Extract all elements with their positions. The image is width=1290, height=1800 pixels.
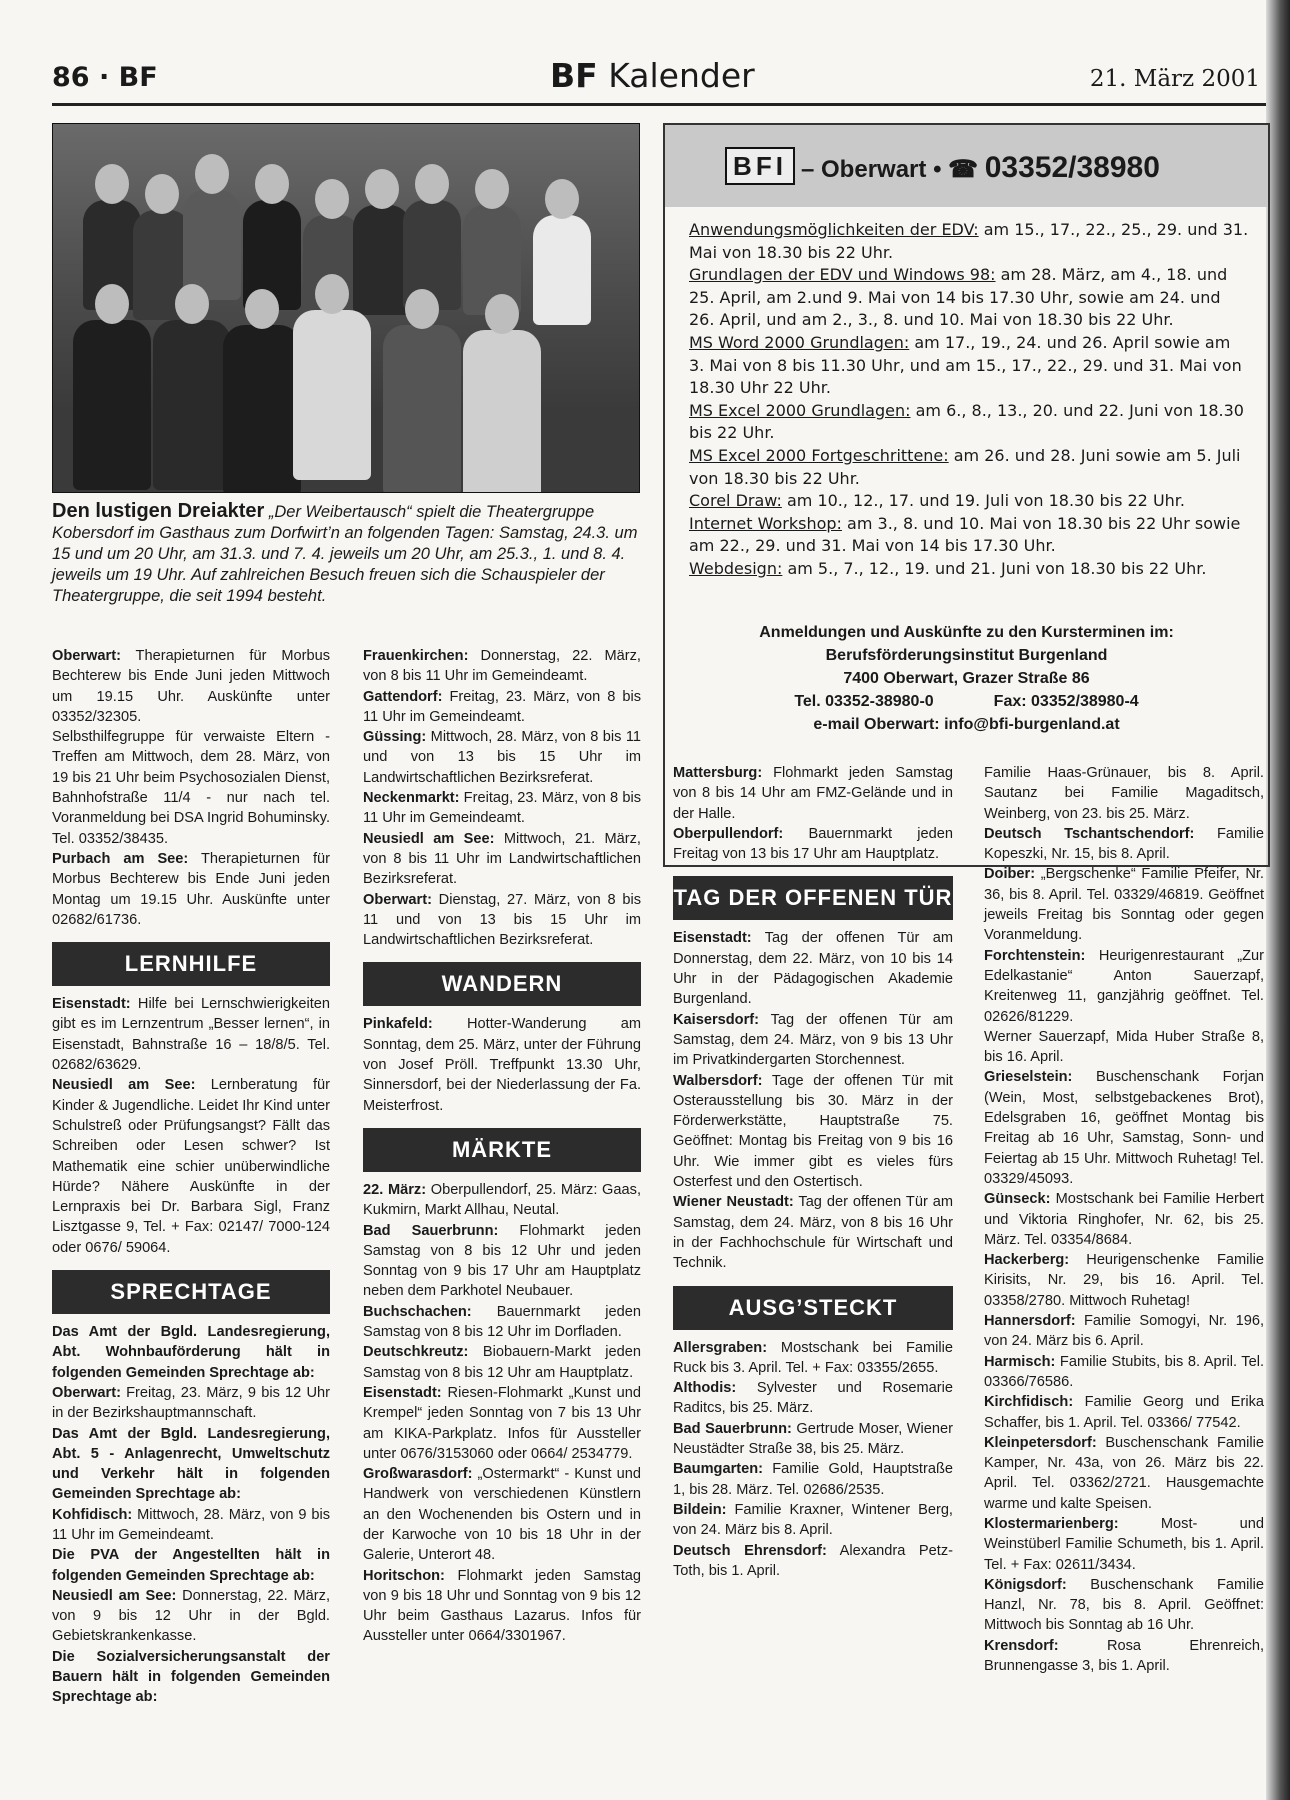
listing-text: Donnerstag, 22. März, von 9 bis 12 Uhr in der Bgld. Gebietskrankenkasse. — [52, 1587, 330, 1645]
listing-text: Buschenschank Familie Hanzl, Nr. 78, bis 8. April. Geöffnet: Mittwoch bis Sonntag ab 16 Uhr. — [984, 1576, 1264, 1634]
listing-place: Buchschachen: — [363, 1303, 472, 1320]
column-2 — [363, 646, 641, 1647]
listing-text: Tage der offenen Tür mit Osterausstellung bis 30. März in der Förderwerkstätte, Hauptstraße 75. Geöffnet: Montag bis Freitag von 9 bis 16 Uhr. Wie immer gibt es vieles fürs Osterfest und den Ostertisch. — [673, 1072, 953, 1191]
listing-item — [673, 1378, 953, 1419]
listing-item — [673, 1192, 953, 1273]
listing-item — [363, 687, 641, 728]
header-rule — [52, 103, 1267, 106]
listing-place: Bad Sauerbrunn: — [363, 1222, 499, 1239]
bfi-fax: Fax: 03352/38980-4 — [993, 693, 1139, 710]
photo-caption — [52, 501, 638, 607]
listing-text: Flohmarkt jeden Samstag von 8 bis 12 Uhr und jeden Sonntag von 9 bis 17 Uhr am Hauptplatz neben dem Parkhotel Neubauer. — [363, 1222, 641, 1300]
course-dates: am 10., 12., 17. und 19. Juli von 18.30 bis 22 Uhr. — [781, 491, 1185, 511]
caption-lead: Den lustigen Dreiakter — [52, 500, 265, 522]
column-1 — [52, 646, 330, 1708]
bfi-email: e-mail Oberwart: info@bfi-burgenland.at — [813, 716, 1120, 733]
listing-text: Freitag, 23. März, von 8 bis 11 Uhr im Gemeindeamt. — [363, 790, 641, 827]
person-head — [485, 294, 519, 334]
listing-place: Eisenstadt: — [363, 1384, 442, 1401]
listing-place: Gattendorf: — [363, 688, 443, 705]
course-title: MS Word 2000 Grundlagen: — [689, 332, 910, 352]
bfi-course-box — [663, 123, 1270, 867]
listing-place: Klostermarienberg: — [984, 1515, 1119, 1532]
person-head — [145, 174, 179, 214]
listing-item — [984, 946, 1264, 1027]
listing-item — [363, 1302, 641, 1343]
listing-text: Heurigenrestaurant „Zur Edelkastanie“ Anton Sauerzapf, Kreitenweg 11, ganzjährig geöffnet. Tel. 02626/81229. — [984, 947, 1264, 1025]
group-photo — [52, 123, 640, 493]
listing-item — [673, 824, 953, 865]
listing-item — [984, 864, 1264, 945]
course-dates: am 17., 19., 24. und 26. April sowie am 3. Mai von 8 bis 11.30 Uhr, und am 15., 17., 22., 29. und 31. Mai von 18.30 Uhr 22 Uhr. — [689, 332, 1242, 398]
listing-text: Gertrude Moser, Wiener Neustädter Straße 38, bis 25. März. — [673, 1420, 953, 1458]
person-body — [223, 325, 301, 493]
listing-place: Hannersdorf: — [984, 1313, 1076, 1330]
person-head — [95, 284, 129, 324]
listing-text: Bauernmarkt jeden Freitag von 13 bis 17 Uhr am Hauptplatz. — [673, 825, 953, 863]
listing-item — [673, 1459, 953, 1500]
person-body — [73, 320, 151, 490]
person-body — [463, 330, 541, 493]
listing-item — [984, 763, 1264, 824]
listing-item — [363, 1014, 641, 1115]
person-head — [545, 179, 579, 219]
course-dates: am 28. März, am 4., 18. und 25. April, am 2.und 9. Mai von 14 bis 17.30 Uhr, sowie am 24. und 26. April, und am 2., 3., 8. und 10. Mai von 18.30 bis 22 Uhr. — [689, 265, 1228, 330]
listing-place: Hackerberg: — [984, 1252, 1070, 1269]
listing-text: Riesen-Flohmarkt „Kunst und Krempel“ jeden Sonntag von 7 bis 13 Uhr am KIKA-Parkplatz. Infos für Aussteller unter 0676/3153060 oder 0664/ 2534779. — [363, 1384, 641, 1462]
listing-place: Oberwart: — [363, 891, 432, 908]
listing-place: Horitschon: — [363, 1567, 445, 1584]
listing-place: Neusiedl am See: — [363, 830, 495, 847]
person-body — [153, 320, 231, 490]
listing-text: Dienstag, 27. März, von 8 bis 11 und von 13 bis 15 Uhr im Landwirtschaftlichen Bezirksreferat. — [363, 891, 641, 949]
listing-place: Neusiedl am See: — [52, 1587, 177, 1604]
listing-text: Flohmarkt jeden Samstag von 9 bis 18 Uhr und Sonntag von 9 bis 12 Uhr beim Gasthaus Lazarus. Infos für Aussteller unter 0664/3301967. — [363, 1567, 641, 1645]
listing-item — [673, 1419, 953, 1460]
listing-text: Buschenschank Forjan (Wein, Most, selbstgebackenes Brot), Edelsgraben 16, geöffnet Montag bis Freitag ab 16 Uhr, Samstag, Sonn- und Feiertag ab 15 Uhr. Mittwoch Ruhetag! Tel. 03329/45093. — [984, 1069, 1264, 1187]
listing-place: Doiber: — [984, 866, 1036, 883]
listing-item — [363, 1566, 641, 1647]
listing-text: Freitag, 23. März, von 8 bis 11 Uhr im Gemeindeamt. — [363, 688, 641, 725]
listing-place: Pinkafeld: — [363, 1016, 433, 1033]
listing-place: Forchtenstein: — [984, 947, 1086, 964]
listing-place: Bad Sauerbrunn: — [673, 1420, 792, 1437]
listing-item — [984, 1392, 1264, 1433]
section-title: Kalender — [608, 56, 755, 95]
listing-place: Oberwart: — [52, 1384, 121, 1401]
listing-text: „Bergschenke“ Familie Pfeifer, Nr. 36, bis 8. April. Tel. 03329/46819. Geöffnet jeweils Freitag bis Sonntag oder gegen Voranmeldung. — [984, 866, 1264, 944]
listing-item — [52, 646, 330, 727]
bfi-bullet: • — [933, 156, 942, 183]
listing-item — [673, 1010, 953, 1071]
listing-item — [363, 890, 641, 951]
listing-item — [984, 1514, 1264, 1575]
listing-item — [984, 1189, 1264, 1250]
course-title: MS Excel 2000 Fortgeschrittene: — [689, 445, 949, 465]
listing-place: Eisenstadt: — [673, 930, 752, 947]
listing-place: Kirchfidisch: — [984, 1394, 1074, 1411]
bfi-header — [665, 125, 1268, 207]
course-item — [689, 219, 1249, 264]
course-dates: am 6., 8., 13., 20. und 22. Juni von 18.30 bis 22 Uhr. — [689, 400, 1244, 443]
listing-text: Oberpullendorf, 25. März: Gaas, Kukmirn, Markt Allhau, Neutal. — [363, 1181, 641, 1219]
listing-item — [363, 646, 641, 687]
listing-text: Most- und Weinstüberl Familie Schumeth, bis 1. April. Tel. + Fax: 02611/3434. — [984, 1515, 1264, 1573]
course-title: Anwendungsmöglichkeiten der EDV: — [689, 220, 979, 239]
section-banner: LERNHILFE — [52, 942, 330, 986]
listing-place: Königsdorf: — [984, 1576, 1067, 1593]
bfi-place: – Oberwart — [801, 156, 927, 183]
listing-item — [52, 1586, 330, 1647]
listing-item — [673, 1541, 953, 1582]
course-dates: am 26. und 28. Juni sowie am 5. Juli von 18.30 bis 22 Uhr. — [689, 445, 1241, 488]
listing-text: Bauernmarkt jeden Samstag von 8 bis 12 Uhr im Dorfladen. — [363, 1303, 641, 1341]
listing-place: Die PVA der Angestellten hält in folgenden Gemeinden Sprechtage ab: — [52, 1547, 330, 1584]
listing-text: Alexandra Petz-Toth, bis 1. April. — [673, 1542, 953, 1579]
listing-text: Tag der offenen Tür am Samstag, dem 24. März, von 9 bis 13 Uhr im Privatkindergarten Storchennest. — [673, 1011, 953, 1069]
listing-item — [52, 1545, 330, 1586]
person-body — [293, 310, 371, 480]
section-banner: WANDERN — [363, 962, 641, 1006]
listing-item — [52, 1322, 330, 1383]
publication-title — [550, 56, 755, 95]
listing-place: Das Amt der Bgld. Landesregierung, Abt. 5 - Anlagenrecht, Umweltschutz und Verkehr hält in folgenden Gemeinden Sprechtage ab: — [52, 1425, 330, 1503]
listing-text: Buschenschank Familie Kamper, Nr. 43a, von 26. März bis 22. April. Tel. 03362/2721. Hausgemachte warme und kalte Speisen. — [984, 1434, 1264, 1512]
listing-text: Werner Sauerzapf, Mida Huber Straße 8, bis 16. April. — [984, 1028, 1264, 1066]
listing-place: Neckenmarkt: — [363, 790, 460, 807]
course-item — [689, 490, 1249, 513]
section-banner: MÄRKTE — [363, 1128, 641, 1172]
listing-text: Biobauern-Markt jeden Samstag von 8 bis 12 Uhr am Hauptplatz. — [363, 1344, 641, 1381]
person-head — [475, 169, 509, 209]
listing-item — [984, 824, 1264, 865]
listing-text: Hotter-Wanderung am Sonntag, dem 25. März, unter der Führung von Josef Pröll. Treffpunkt 13.30 Uhr, Sinnersdorf, bei der Niederlassung der Fa. Meisterfrost. — [363, 1016, 641, 1114]
column-4 — [984, 763, 1264, 1676]
person-head — [255, 164, 289, 204]
listing-item — [984, 1575, 1264, 1636]
person-head — [95, 164, 129, 204]
listing-text: Rosa Ehrenreich, Brunnengasse 3, bis 1. April. — [984, 1637, 1264, 1675]
person-head — [175, 284, 209, 324]
listing-item — [363, 1221, 641, 1302]
bfi-logo: BFI — [725, 147, 795, 185]
listing-text: Hilfe bei Lernschwierigkeiten gibt es im Lernzentrum „Besser lernen“, in Eisenstadt, Bahnstraße 16 – 18/8/5. Tel. 02682/63629. — [52, 996, 330, 1074]
person-body — [533, 215, 591, 325]
listing-place: Althodis: — [673, 1380, 737, 1397]
listing-item — [673, 1338, 953, 1379]
listing-place: Oberpullendorf: — [673, 825, 784, 842]
listing-place: Walbersdorf: — [673, 1072, 763, 1089]
listing-item — [52, 1505, 330, 1546]
listing-text: „Ostermarkt“ - Kunst und Handwerk von verschiedenen Künstlern an den Wochenenden bis Ostern und in der Karwoche von 10 bis 18 Uhr in der Galerie, Unterort 48. — [363, 1466, 641, 1564]
listing-text: Tag der offenen Tür am Donnerstag, dem 22. März, von 10 bis 14 Uhr in der Pädagogischen Akademie Burgenland. — [673, 930, 953, 1008]
listing-text: Freitag, 23. März, 9 bis 12 Uhr in der Bezirkshauptmannschaft. — [52, 1384, 330, 1422]
listing-text: Familie Stubits, bis 8. April. Tel. 03366/76586. — [984, 1353, 1264, 1390]
person-body — [383, 325, 461, 493]
course-title: Grundlagen der EDV und Windows 98: — [689, 265, 996, 285]
listing-text: Familie Georg und Erika Schaffer, bis 1. April. Tel. 03366/ 77542. — [984, 1394, 1264, 1431]
listing-place: Oberwart: — [52, 648, 121, 664]
listing-place: Deutschkreutz: — [363, 1344, 469, 1361]
course-item — [689, 558, 1249, 581]
listing-item — [363, 788, 641, 829]
listing-place: Frauenkirchen: — [363, 648, 469, 664]
listing-place: Kleinpetersdorf: — [984, 1434, 1097, 1451]
person-head — [195, 154, 229, 194]
listing-item — [363, 1464, 641, 1565]
listing-text: Mostschank bei Familie Ruck bis 3. April. Tel. + Fax: 03355/2655. — [673, 1339, 953, 1376]
listing-text: Familie Kopeszki, Nr. 15, bis 8. April. — [984, 825, 1264, 863]
listing-item — [52, 727, 330, 849]
listing-place: Mattersburg: — [673, 765, 763, 781]
listing-item — [363, 727, 641, 788]
person-head — [415, 164, 449, 204]
listing-place: Deutsch Ehrensdorf: — [673, 1542, 827, 1559]
person-head — [245, 289, 279, 329]
course-item — [689, 400, 1249, 445]
course-title: Internet Workshop: — [689, 513, 842, 533]
listing-text: Therapieturnen für Morbus Bechterew bis Ende Juni jeden Mittwoch um 19.15 Uhr. Auskünfte unter 03352/32305. — [52, 648, 330, 725]
listing-place: Großwarasdorf: — [363, 1466, 473, 1483]
listing-place: Die Sozialversicherungsanstalt der Bauern hält in folgenden Gemeinden Sprechtage ab: — [52, 1648, 330, 1706]
bfi-tel: Tel. 03352-38980-0 — [794, 693, 934, 710]
course-dates: am 15., 17., 22., 25., 29. und 31. Mai von 18.30 bis 22 Uhr. — [689, 220, 1249, 262]
listing-item — [984, 1027, 1264, 1068]
course-item — [689, 264, 1249, 332]
listing-place: Kohfidisch: — [52, 1506, 133, 1523]
listing-item — [984, 1433, 1264, 1514]
listing-item — [363, 829, 641, 890]
listing-text: Lernberatung für Kinder & Jugendliche. Leidet Ihr Kind unter Schulstreß oder Prüfungsangst? Fällt das Schreiben oder Lesen schwer? Ist Mathematik eine schier unüberwindliche Hürde? Nähere Auskünfte in der Lernpraxis bei Dr. Barbara Sigl, Franz Lisztgasse 9, Tel. + Fax: 02147/ 7000-124 oder 0676/ 59064. — [52, 1077, 331, 1256]
course-item — [689, 445, 1249, 490]
listing-text: Mostschank bei Familie Herbert und Viktoria Ringhofer, Nr. 62, bis 25. März. Tel. 03354/8684. — [984, 1191, 1264, 1248]
listing-text: Mittwoch, 21. März, von 8 bis 11 Uhr im Landwirtschaftlichen Bezirksreferat. — [363, 830, 641, 888]
listing-place: Kaisersdorf: — [673, 1011, 759, 1028]
listing-place: Purbach am See: — [52, 850, 189, 867]
listing-text: Therapieturnen für Morbus Bechterew bis Ende Juni jeden Montag um 19.15 Uhr. Auskünfte unter 02682/61736. — [52, 850, 330, 928]
listing-item — [673, 1071, 953, 1193]
listing-item — [52, 1383, 330, 1424]
issue-date: 21. März 2001 — [1089, 66, 1260, 92]
listing-item — [984, 1636, 1264, 1677]
caption-text: „Der Weibertausch“ spielt die Theatergruppe Kobersdorf im Gasthaus zum Dorfwirt’n an folgenden Tagen: Samstag, 24.3. um 15 und um 20 Uhr, am 31.3. und 7. 4. jeweils um 20 Uhr, am 25.3., 1. und 8. 4. jeweils um 19 Uhr. Auf zahlreichen Besuch freuen sich die Schauspieler der Theatergruppe, die seit 1994 besteht. — [52, 503, 638, 605]
bfi-institute: Berufsförderungsinstitut Burgenland — [825, 647, 1108, 664]
listing-item — [984, 1067, 1264, 1189]
listing-place: Krensdorf: — [984, 1637, 1059, 1654]
person-head — [315, 179, 349, 219]
listing-item — [984, 1352, 1264, 1393]
column-3 — [673, 763, 953, 1581]
section-banner: TAG DER OFFENEN TÜR — [673, 876, 953, 920]
listing-item — [673, 763, 953, 824]
listing-text: Mittwoch, 28. März, von 8 bis 11 und von 13 bis 15 Uhr im Landwirtschaftlichen Bezirksreferat. — [363, 729, 641, 786]
listing-text: Selbsthilfegruppe für verwaiste Eltern - Treffen am Mittwoch, dem 28. März, von 19 bis 21 Uhr beim Psychosozialen Dienst, Bahnhofstraße 11/4 - nur nach tel. Voranmeldung bei DSA Ingrid Bohuminsky. Tel. 03352/38435. — [52, 729, 330, 847]
publication-logo: BF — [550, 56, 598, 95]
listing-place: Harmisch: — [984, 1353, 1056, 1370]
listing-item — [52, 1075, 330, 1258]
listing-item — [984, 1250, 1264, 1311]
listing-item — [363, 1383, 641, 1464]
listing-text: Familie Somogyi, Nr. 196, von 24. März bis 6. April. — [984, 1313, 1264, 1350]
listing-place: Grieselstein: — [984, 1069, 1073, 1086]
listing-text: Donnerstag, 22. März, von 8 bis 11 Uhr im Gemeindeamt. — [363, 648, 641, 685]
course-title: MS Excel 2000 Grundlagen: — [689, 400, 911, 420]
listing-item — [52, 849, 330, 930]
listing-item — [52, 1424, 330, 1505]
phone-icon: ☎ — [948, 156, 979, 183]
listing-text: Familie Haas-Grünauer, bis 8. April. Sautanz bei Familie Magaditsch, Weinberg, von 23. bis 25. März. — [984, 765, 1264, 822]
bfi-header-text — [801, 151, 1160, 185]
person-head — [365, 169, 399, 209]
listing-place: Eisenstadt: — [52, 996, 131, 1013]
bfi-phone: 03352/38980 — [984, 151, 1160, 184]
section-banner: SPRECHTAGE — [52, 1270, 330, 1314]
course-dates: am 3., 8. und 10. Mai von 18.30 bis 22 Uhr sowie am 22., 29. und 31. Mai von 14 bis 17.30 Uhr. — [689, 513, 1241, 556]
listing-text: Mittwoch, 28. März, von 9 bis 11 Uhr im Gemeindeamt. — [52, 1506, 330, 1543]
listing-item — [52, 1647, 330, 1708]
listing-place: Allersgraben: — [673, 1339, 768, 1356]
listing-item — [363, 1342, 641, 1383]
listing-text: Familie Kraxner, Wintener Berg, von 24. März bis 8. April. — [673, 1501, 953, 1539]
listing-text: Familie Gold, Hauptstraße 1, bis 28. März. Tel. 02686/2535. — [673, 1461, 953, 1498]
listing-place: Das Amt der Bgld. Landesregierung, Abt. Wohnbauförderung hält in folgenden Gemeinden Sprechtage ab: — [52, 1324, 330, 1381]
listing-item — [984, 1311, 1264, 1352]
listing-text: Heurigenschenke Familie Kirisits, Nr. 29, bis 16. April. Tel. 03358/2780. Mittwoch Ruhetag! — [984, 1252, 1264, 1309]
listing-item — [52, 994, 330, 1075]
listing-text: Tag der offenen Tür am Samstag, dem 24. März, von 8 bis 16 Uhr in der Fachhochschule für Wirtschaft und Technik. — [673, 1194, 953, 1272]
page-number: 86 · BF — [52, 62, 158, 93]
listing-place: Wiener Neustadt: — [673, 1194, 794, 1211]
course-title: Webdesign: — [689, 558, 783, 578]
listing-place: 22. März: — [363, 1181, 427, 1198]
listing-item — [363, 1180, 641, 1221]
course-title: Corel Draw: — [689, 491, 782, 511]
bfi-contact-intro: Anmeldungen und Auskünfte zu den Kursterminen im: — [759, 624, 1174, 641]
listing-place: Baumgarten: — [673, 1461, 764, 1478]
listing-item — [673, 928, 953, 1009]
section-banner: AUSG’STECKT — [673, 1286, 953, 1330]
listing-text: Sylvester und Rosemarie Raditcs, bis 25. März. — [673, 1380, 953, 1417]
listing-place: Bildein: — [673, 1501, 727, 1518]
bfi-contact — [665, 621, 1268, 736]
bfi-course-list — [689, 219, 1249, 581]
bfi-address: 7400 Oberwart, Grazer Straße 86 — [843, 670, 1090, 687]
listing-item — [673, 1500, 953, 1541]
person-head — [315, 274, 349, 314]
listing-text: Flohmarkt jeden Samstag von 8 bis 14 Uhr am FMZ-Gelände und in der Halle. — [673, 765, 953, 822]
course-dates: am 5., 7., 12., 19. und 21. Juni von 18.30 bis 22 Uhr. — [782, 558, 1207, 578]
bfi-tel-fax — [665, 690, 1268, 713]
listing-place: Güssing: — [363, 729, 427, 746]
course-item — [689, 332, 1249, 400]
listing-place: Neusiedl am See: — [52, 1077, 196, 1094]
listing-place: Günseck: — [984, 1191, 1051, 1208]
course-item — [689, 513, 1249, 558]
listing-place: Deutsch Tschantschendorf: — [984, 825, 1195, 842]
person-head — [405, 289, 439, 329]
